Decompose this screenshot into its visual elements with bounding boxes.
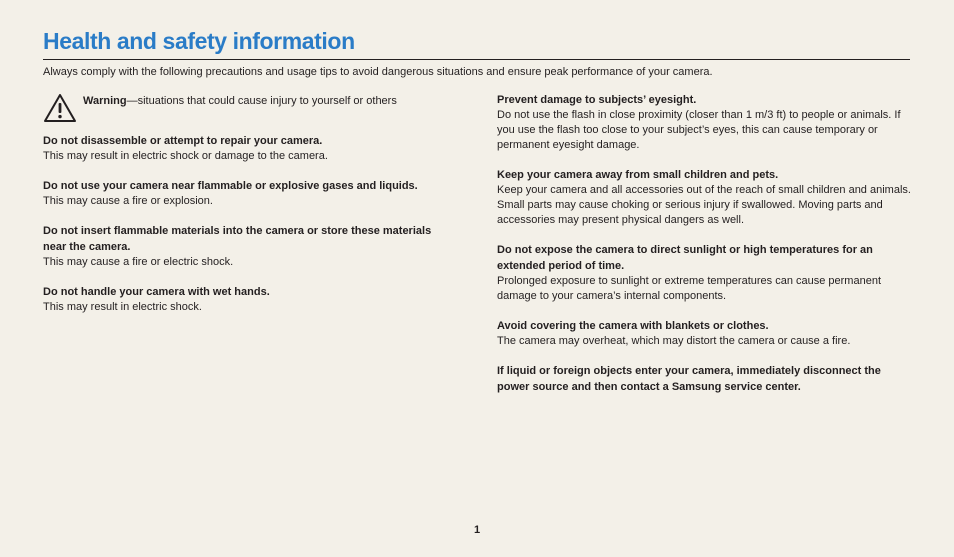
title-divider xyxy=(43,59,910,60)
safety-item-body: This may cause a fire or electric shock. xyxy=(43,256,234,268)
safety-item xyxy=(497,242,912,304)
safety-item xyxy=(43,133,443,164)
safety-item-heading: Do not insert flammable materials into the camera or store these materials near the camera. xyxy=(43,225,432,253)
safety-item xyxy=(497,363,912,395)
safety-item-heading: Prevent damage to subjects’ eyesight. xyxy=(497,94,697,106)
safety-item-heading: Keep your camera away from small children and pets. xyxy=(497,169,779,181)
warning-description xyxy=(83,94,397,109)
safety-item-body: Prolonged exposure to sunlight or extreme temperatures can cause permanent damage to your camera’s internal components. xyxy=(497,275,881,302)
warning-legend xyxy=(43,93,443,133)
safety-item xyxy=(43,223,443,270)
right-column xyxy=(497,92,912,409)
warning-text: —situations that could cause injury to yourself or others xyxy=(126,95,397,107)
safety-item-body: This may result in electric shock or damage to the camera. xyxy=(43,150,328,162)
safety-item-body: Do not use the flash in close proximity (closer than 1 m/3 ft) to people or animals. If you use the flash too close to your subject’s eyes, this can cause temporary or permanent eyesight damage. xyxy=(497,109,901,151)
safety-item-body: Keep your camera and all accessories out of the reach of small children and animals. Small parts may cause choking or serious injury if swallowed. Moving parts and accessories may present physical dangers as well. xyxy=(497,184,911,226)
safety-item-heading: If liquid or foreign objects enter your camera, immediately disconnect the power source and then contact a Samsung service center. xyxy=(497,365,881,393)
left-column xyxy=(43,93,443,329)
safety-item-heading: Do not disassemble or attempt to repair your camera. xyxy=(43,135,323,147)
safety-item-heading: Do not expose the camera to direct sunlight or high temperatures for an extended period of time. xyxy=(497,244,873,272)
safety-item-body: This may cause a fire or explosion. xyxy=(43,195,213,207)
page-number: 1 xyxy=(473,524,481,536)
safety-item-body: The camera may overheat, which may distort the camera or cause a fire. xyxy=(497,335,851,347)
safety-item-heading: Avoid covering the camera with blankets or clothes. xyxy=(497,320,769,332)
safety-item xyxy=(43,178,443,209)
safety-item-body: This may result in electric shock. xyxy=(43,301,202,313)
safety-item xyxy=(497,167,912,228)
intro-paragraph: Always comply with the following precautions and usage tips to avoid dangerous situations and ensure peak performance of your camera. xyxy=(43,66,713,78)
safety-item xyxy=(43,284,443,315)
safety-item xyxy=(497,92,912,153)
warning-label: Warning xyxy=(83,95,127,107)
safety-item-heading: Do not handle your camera with wet hands. xyxy=(43,286,270,298)
safety-item xyxy=(497,318,912,349)
warning-triangle-icon xyxy=(43,93,77,123)
page-title: Health and safety information xyxy=(43,28,355,54)
safety-item-heading: Do not use your camera near flammable or explosive gases and liquids. xyxy=(43,180,418,192)
